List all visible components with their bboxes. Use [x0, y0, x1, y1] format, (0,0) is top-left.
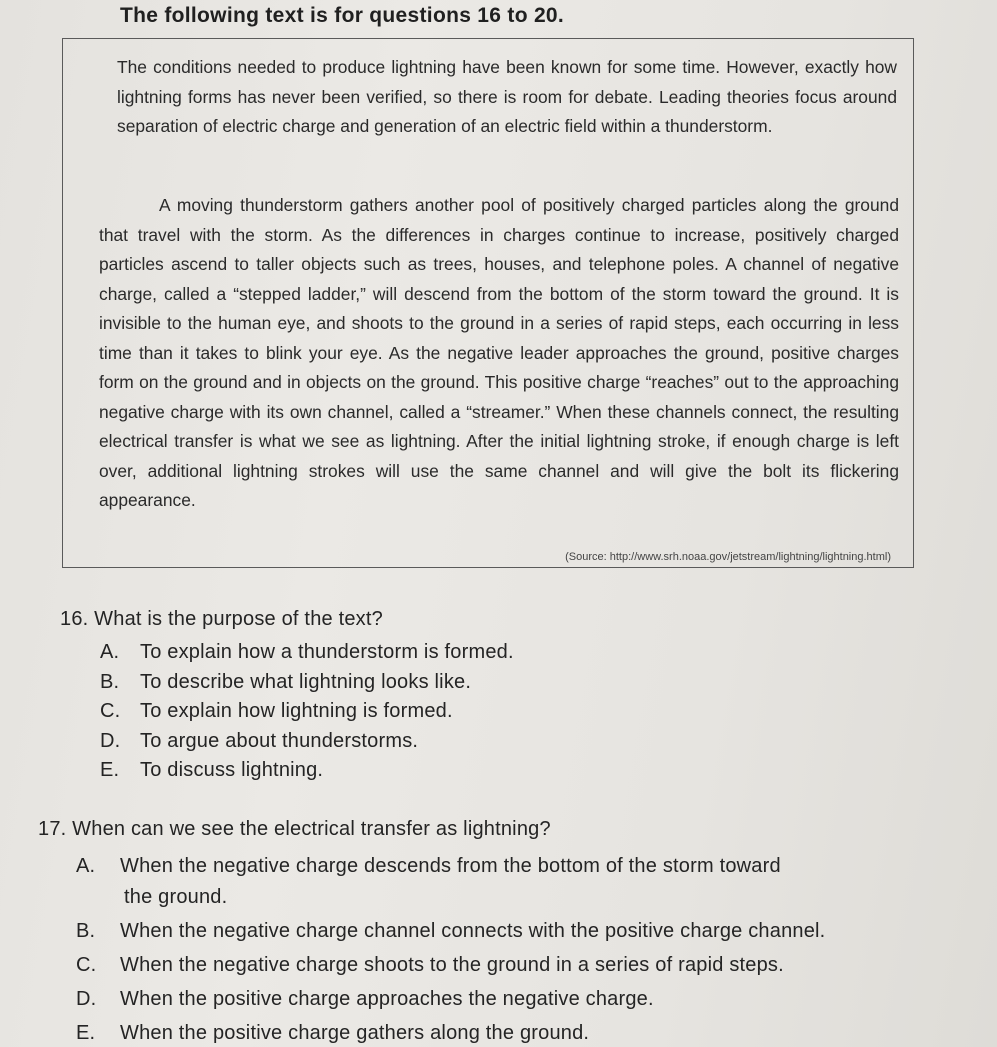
- passage-paragraph-2: A moving thunderstorm gathers another pool of positively charged particles along the ground that travel with the storm. As the differences in charges continue to increase, positively charged particles ascend to taller objects such as trees, houses, and telephone poles. A channel of negative charge, called a “stepped ladder,” will descend from the bottom of the storm toward the ground. It is invisible to the human eye, and shoots to the ground in a series of rapid steps, each occurring in less time than it takes to blink your eye. As the negative leader approaches the ground, positive charges form on the ground and in objects on the ground. This positive charge “reaches” out to the approaching negative charge with its own channel, called a “streamer.” When these channels connect, the resulting electrical transfer is what we see as lightning. After the initial lightning stroke, if enough charge is left over, additional lightning strokes will use the same channel and will give the bolt its flickering appearance.: [99, 195, 899, 510]
- option-text: When the positive charge approaches the negative charge.: [120, 988, 654, 1010]
- option-text: When the positive charge gathers along the ground.: [120, 1022, 590, 1044]
- question-text: What is the purpose of the text?: [94, 608, 383, 630]
- option-text: When the negative charge shoots to the ground in a series of rapid steps.: [120, 954, 784, 976]
- option-letter: B.: [100, 670, 120, 693]
- option-text: When the negative charge channel connects with the positive charge channel.: [120, 920, 826, 942]
- option-text: To explain how lightning is formed.: [140, 700, 453, 723]
- option-text: To explain how a thunderstorm is formed.: [140, 641, 514, 663]
- option-17-e[interactable]: [76, 1018, 956, 1047]
- option-letter: B.: [76, 920, 96, 942]
- question-16: [60, 608, 383, 631]
- option-17-c[interactable]: [76, 950, 956, 981]
- option-letter: A.: [76, 855, 96, 877]
- option-17-b[interactable]: [76, 916, 956, 947]
- option-text: To discuss lightning.: [140, 759, 324, 782]
- question-text: When can we see the electrical transfer as lightning?: [72, 818, 551, 840]
- option-letter: C.: [76, 954, 97, 976]
- reading-passage-box: [62, 38, 914, 568]
- option-16-a[interactable]: [100, 638, 660, 668]
- question-17-options: [76, 851, 956, 1047]
- passage-paragraph-1: The conditions needed to produce lightning have been known for some time. However, exactly how lightning forms has never been verified, so there is room for debate. Leading theories focus around separation of electric charge and generation of an electric field within a thunderstorm.: [117, 57, 897, 136]
- option-letter: E.: [100, 759, 120, 782]
- question-number: 17.: [38, 818, 67, 840]
- question-17: [38, 818, 551, 841]
- passage-source: (Source: http://www.srh.noaa.gov/jetstream/lightning/lightning.html): [565, 551, 891, 563]
- intro-heading: The following text is for questions 16 to 20.: [120, 4, 565, 27]
- option-17-d[interactable]: [76, 984, 956, 1015]
- option-17-a[interactable]: [76, 851, 956, 913]
- question-number: 16.: [60, 608, 89, 630]
- option-letter: D.: [76, 988, 97, 1010]
- option-text: To describe what lightning looks like.: [140, 670, 472, 693]
- option-16-e[interactable]: [100, 756, 660, 786]
- option-text-continued: the ground.: [124, 886, 228, 908]
- option-letter: C.: [100, 700, 121, 723]
- option-letter: A.: [100, 641, 120, 663]
- option-16-c[interactable]: [100, 697, 660, 727]
- option-letter: D.: [100, 729, 121, 752]
- option-letter: E.: [76, 1022, 96, 1044]
- option-16-d[interactable]: [100, 727, 660, 757]
- option-text: To argue about thunderstorms.: [140, 729, 419, 752]
- question-16-options: [100, 638, 660, 786]
- option-16-b[interactable]: [100, 668, 660, 698]
- option-text: When the negative charge descends from the bottom of the storm toward: [120, 855, 781, 877]
